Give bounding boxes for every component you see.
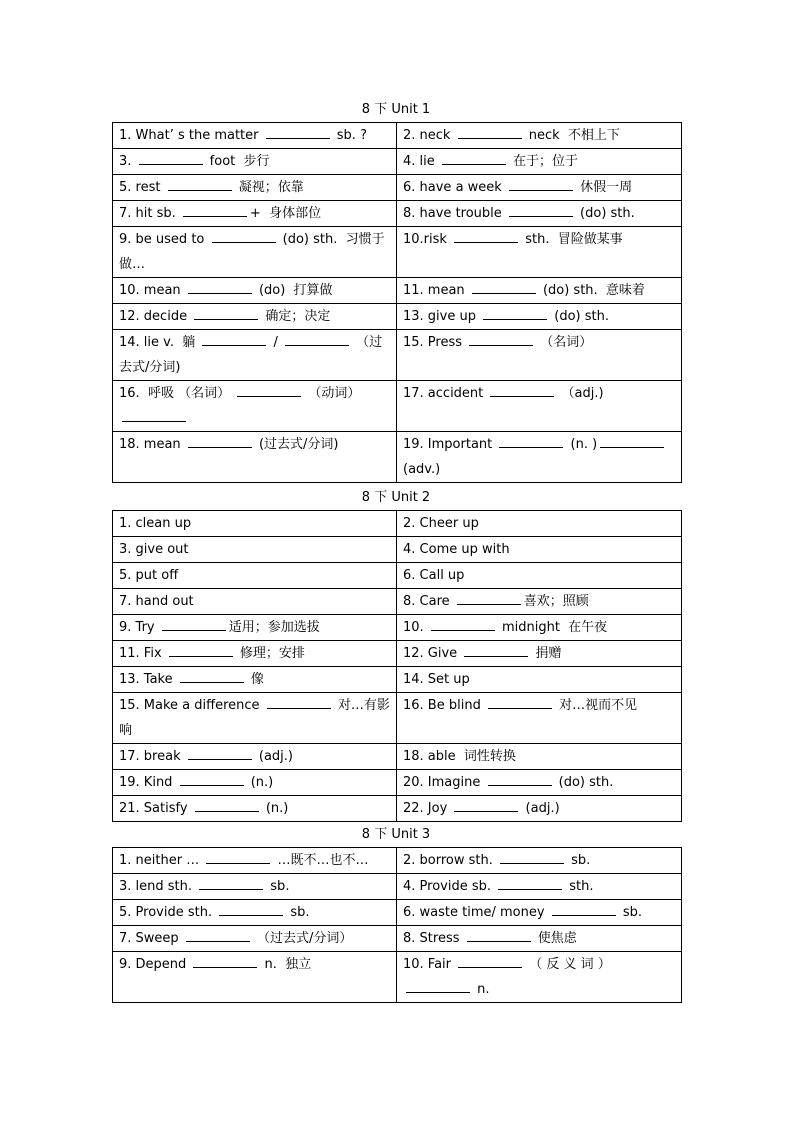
cell-text: 1. What’ s the matter <box>119 128 263 143</box>
cell-text: 10. <box>403 620 428 635</box>
table-cell <box>397 278 682 304</box>
table-cell <box>397 123 682 149</box>
cell-text: sb. ? <box>332 128 367 143</box>
cell-text: 7. Sweep <box>119 931 183 946</box>
answer-blank[interactable] <box>490 384 554 397</box>
cell-text: 3. give out <box>119 542 189 557</box>
cell-text: （ 反 义 词 ） <box>525 957 615 972</box>
cell-text: 对…有影响 <box>119 698 390 738</box>
cell-text: neck 不相上下 <box>524 128 620 143</box>
cell-text: (n. ) <box>566 437 598 452</box>
answer-blank[interactable] <box>406 980 470 993</box>
table-cell <box>397 615 682 641</box>
cell-text: 14. Set up <box>403 672 470 687</box>
table-cell <box>113 149 397 175</box>
table-row <box>113 900 682 926</box>
cell-text: (adj.) <box>521 801 560 816</box>
table-row <box>113 432 682 483</box>
cell-text: 17. break <box>119 749 185 764</box>
answer-blank[interactable] <box>237 384 301 397</box>
table-row <box>113 537 682 563</box>
table-cell <box>397 149 682 175</box>
table-cell <box>397 900 682 926</box>
cell-text: (do) 打算做 <box>254 283 333 298</box>
table-cell <box>113 123 397 149</box>
table-row <box>113 874 682 900</box>
table-cell <box>397 201 682 227</box>
cell-text: 19. Kind <box>119 775 177 790</box>
cell-text: 8. Stress <box>403 931 464 946</box>
answer-blank[interactable] <box>168 178 232 191</box>
table-cell <box>113 693 397 744</box>
cell-text: …既不…也不… <box>273 853 369 868</box>
unit2-title: 8 下 Unit 2 <box>361 490 431 505</box>
answer-blank[interactable] <box>188 281 252 294</box>
cell-text: sb. <box>286 905 310 920</box>
answer-blank[interactable] <box>206 851 270 864</box>
answer-blank[interactable] <box>122 409 186 422</box>
answer-blank[interactable] <box>266 126 330 139</box>
table-row <box>113 563 682 589</box>
table-row <box>113 589 682 615</box>
cell-text: (do) sth. <box>550 309 609 324</box>
table-row <box>113 123 682 149</box>
table-cell <box>113 175 397 201</box>
table-cell <box>113 848 397 874</box>
cell-text: 15. Press <box>403 335 467 350</box>
cell-text: (do) sth. 意味着 <box>538 283 645 298</box>
table-cell <box>113 900 397 926</box>
cell-text: 凝视；依靠 <box>234 180 304 195</box>
cell-text: （过去式/分词) <box>119 335 383 375</box>
cell-text: 21. Satisfy <box>119 801 192 816</box>
answer-blank[interactable] <box>139 152 203 165</box>
table-cell <box>113 874 397 900</box>
answer-blank[interactable] <box>469 333 533 346</box>
table-row <box>113 149 682 175</box>
answer-blank[interactable] <box>472 281 536 294</box>
table-cell <box>113 926 397 952</box>
cell-text: （adj.) <box>557 386 604 401</box>
table-cell <box>113 227 397 278</box>
table-cell <box>113 667 397 693</box>
cell-text: （名词） <box>536 335 593 350</box>
unit3-table <box>112 847 682 1003</box>
cell-text: 8. have trouble <box>403 206 506 221</box>
answer-blank[interactable] <box>488 696 552 709</box>
table-cell <box>113 641 397 667</box>
table-row <box>113 667 682 693</box>
answer-blank[interactable] <box>199 877 263 890</box>
answer-blank[interactable] <box>169 644 233 657</box>
cell-text: 4. Come up with <box>403 542 510 557</box>
table-cell <box>397 563 682 589</box>
cell-text: 10. Fair <box>403 957 456 972</box>
answer-blank[interactable] <box>180 773 244 786</box>
table-row <box>113 227 682 278</box>
answer-blank[interactable] <box>499 435 563 448</box>
answer-blank[interactable] <box>188 435 252 448</box>
answer-blank[interactable] <box>464 644 528 657</box>
cell-text: 适用；参加选拔 <box>228 620 320 635</box>
table-cell <box>397 952 682 1003</box>
cell-text: 15. Make a difference <box>119 698 264 713</box>
cell-text: 7. hit sb. <box>119 206 180 221</box>
table-cell <box>397 304 682 330</box>
answer-blank[interactable] <box>467 929 531 942</box>
answer-blank[interactable] <box>498 877 562 890</box>
cell-text: (do) sth. <box>554 775 614 790</box>
answer-blank[interactable] <box>600 435 664 448</box>
cell-text: 1. neither … <box>119 853 204 868</box>
table-row <box>113 926 682 952</box>
cell-text: 6. waste time/ money <box>403 905 549 920</box>
table-cell <box>113 744 397 770</box>
table-row <box>113 201 682 227</box>
table-cell <box>397 770 682 796</box>
answer-blank[interactable] <box>431 618 495 631</box>
cell-text: n. 独立 <box>260 957 312 972</box>
unit1-table <box>112 122 682 483</box>
table-row <box>113 770 682 796</box>
table-row <box>113 304 682 330</box>
cell-text: (n.) <box>246 775 274 790</box>
cell-text: 3. lend sth. <box>119 879 197 894</box>
answer-blank[interactable] <box>195 799 259 812</box>
cell-text: 2. Cheer up <box>403 516 479 531</box>
answer-blank[interactable] <box>457 592 521 605</box>
answer-blank[interactable] <box>267 696 331 709</box>
answer-blank[interactable] <box>219 903 283 916</box>
cell-text: 6. Call up <box>403 568 465 583</box>
cell-text: 17. accident <box>403 386 488 401</box>
cell-text: 22. Joy <box>403 801 452 816</box>
table-cell <box>113 589 397 615</box>
cell-text: sb. <box>567 853 591 868</box>
cell-text: 捐赠 <box>531 646 562 661</box>
cell-text: 18. mean <box>119 437 185 452</box>
table-cell <box>397 381 682 432</box>
answer-blank[interactable] <box>454 230 518 243</box>
table-cell <box>113 615 397 641</box>
cell-text: (do) sth. <box>575 206 635 221</box>
table-cell <box>113 952 397 1003</box>
table-cell <box>397 693 682 744</box>
table-cell <box>113 537 397 563</box>
cell-text: 13. Take <box>119 672 177 687</box>
cell-text: 9. be used to <box>119 232 209 247</box>
table-cell <box>113 330 397 381</box>
table-cell <box>113 381 397 432</box>
cell-text: 10.risk <box>403 232 452 247</box>
cell-text: 14. lie v. 躺 <box>119 335 200 350</box>
answer-blank[interactable] <box>162 618 226 631</box>
cell-text: 20. Imagine <box>403 775 485 790</box>
cell-text: 8. Care <box>403 594 454 609</box>
cell-text: sth. <box>565 879 594 894</box>
cell-text: + 身体部位 <box>249 206 322 221</box>
cell-text: 4. lie <box>403 154 439 169</box>
table-cell <box>113 563 397 589</box>
answer-blank[interactable] <box>552 903 616 916</box>
unit3-title: 8 下 Unit 3 <box>361 827 431 842</box>
table-cell <box>397 432 682 483</box>
table-cell <box>397 589 682 615</box>
cell-text: 2. borrow sth. <box>403 853 498 868</box>
answer-blank[interactable] <box>183 204 247 217</box>
answer-blank[interactable] <box>458 955 522 968</box>
answer-blank[interactable] <box>188 747 252 760</box>
cell-text: 9. Try <box>119 620 159 635</box>
table-row <box>113 381 682 432</box>
cell-text: （过去式/分词） <box>252 931 353 946</box>
answer-blank[interactable] <box>442 152 506 165</box>
cell-text: 7. hand out <box>119 594 194 609</box>
answer-blank[interactable] <box>483 307 547 320</box>
cell-text: (n.) <box>261 801 289 816</box>
answer-blank[interactable] <box>180 670 244 683</box>
cell-text: 11. mean <box>403 283 469 298</box>
table-row <box>113 615 682 641</box>
cell-text: 确定；决定 <box>261 309 331 324</box>
table-row <box>113 796 682 822</box>
cell-text: 16. Be blind <box>403 698 485 713</box>
cell-text: 在于；位于 <box>508 154 579 169</box>
cell-text: 2. neck <box>403 128 455 143</box>
table-cell <box>113 432 397 483</box>
table-row <box>113 952 682 1003</box>
answer-blank[interactable] <box>285 333 349 346</box>
table-cell <box>397 744 682 770</box>
cell-text: 13. give up <box>403 309 481 324</box>
table-cell <box>397 926 682 952</box>
unit1-title: 8 下 Unit 1 <box>361 102 431 117</box>
table-row <box>113 693 682 744</box>
answer-blank[interactable] <box>186 929 250 942</box>
cell-text: 6. have a week <box>403 180 506 195</box>
cell-text: n. <box>473 982 490 997</box>
table-cell <box>397 330 682 381</box>
cell-text: foot 步行 <box>205 154 270 169</box>
answer-blank[interactable] <box>458 126 522 139</box>
table-cell <box>113 770 397 796</box>
table-cell <box>397 796 682 822</box>
cell-text: 5. put off <box>119 568 179 583</box>
cell-text: 19. Important <box>403 437 497 452</box>
table-row <box>113 641 682 667</box>
cell-text: (adv.) <box>403 437 672 477</box>
cell-text: 对…视而不见 <box>554 698 638 713</box>
answer-blank[interactable] <box>193 955 257 968</box>
cell-text: 1. clean up <box>119 516 192 531</box>
cell-text: (do) sth. 习惯于做… <box>119 232 385 272</box>
answer-blank[interactable] <box>500 851 564 864</box>
cell-text: 16. 呼吸 （名词） <box>119 386 235 401</box>
cell-text: (过去式/分词) <box>254 437 339 452</box>
answer-blank[interactable] <box>202 333 266 346</box>
cell-text: （动词） <box>304 386 365 401</box>
table-cell <box>113 278 397 304</box>
cell-text: 4. Provide sb. <box>403 879 496 894</box>
cell-text: 喜欢；照顾 <box>523 594 589 609</box>
table-cell <box>113 201 397 227</box>
table-row <box>113 848 682 874</box>
answer-blank[interactable] <box>454 799 518 812</box>
cell-text: 9. Depend <box>119 957 191 972</box>
unit2-table <box>112 510 682 822</box>
cell-text: 3. <box>119 154 136 169</box>
table-cell <box>397 874 682 900</box>
table-row <box>113 511 682 537</box>
table-row <box>113 175 682 201</box>
answer-blank[interactable] <box>212 230 276 243</box>
table-cell <box>397 537 682 563</box>
cell-text: 12. Give <box>403 646 462 661</box>
table-cell <box>113 304 397 330</box>
table-row <box>113 278 682 304</box>
cell-text: 11. Fix <box>119 646 166 661</box>
table-cell <box>397 511 682 537</box>
table-cell <box>397 641 682 667</box>
answer-blank[interactable] <box>488 773 552 786</box>
cell-text: 18. able 词性转换 <box>403 749 516 764</box>
answer-blank[interactable] <box>509 178 573 191</box>
cell-text: 5. rest <box>119 180 165 195</box>
table-cell <box>397 227 682 278</box>
cell-text: midnight 在午夜 <box>497 620 608 635</box>
cell-text: 修理；安排 <box>235 646 305 661</box>
table-row <box>113 330 682 381</box>
cell-text: (adj.) <box>254 749 293 764</box>
answer-blank[interactable] <box>509 204 573 217</box>
cell-text: sb. <box>618 905 642 920</box>
cell-text: 使焦虑 <box>533 931 577 946</box>
table-cell <box>397 175 682 201</box>
cell-text: / <box>269 335 283 350</box>
cell-text: 休假一周 <box>575 180 633 195</box>
cell-text: 像 <box>246 672 264 687</box>
cell-text: sb. <box>266 879 290 894</box>
table-cell <box>397 667 682 693</box>
table-row <box>113 744 682 770</box>
cell-text: 10. mean <box>119 283 185 298</box>
cell-text: 5. Provide sth. <box>119 905 217 920</box>
answer-blank[interactable] <box>194 307 258 320</box>
table-cell <box>397 848 682 874</box>
table-cell <box>113 511 397 537</box>
table-cell <box>113 796 397 822</box>
cell-text: sth. 冒险做某事 <box>521 232 623 247</box>
cell-text: 12. decide <box>119 309 192 324</box>
